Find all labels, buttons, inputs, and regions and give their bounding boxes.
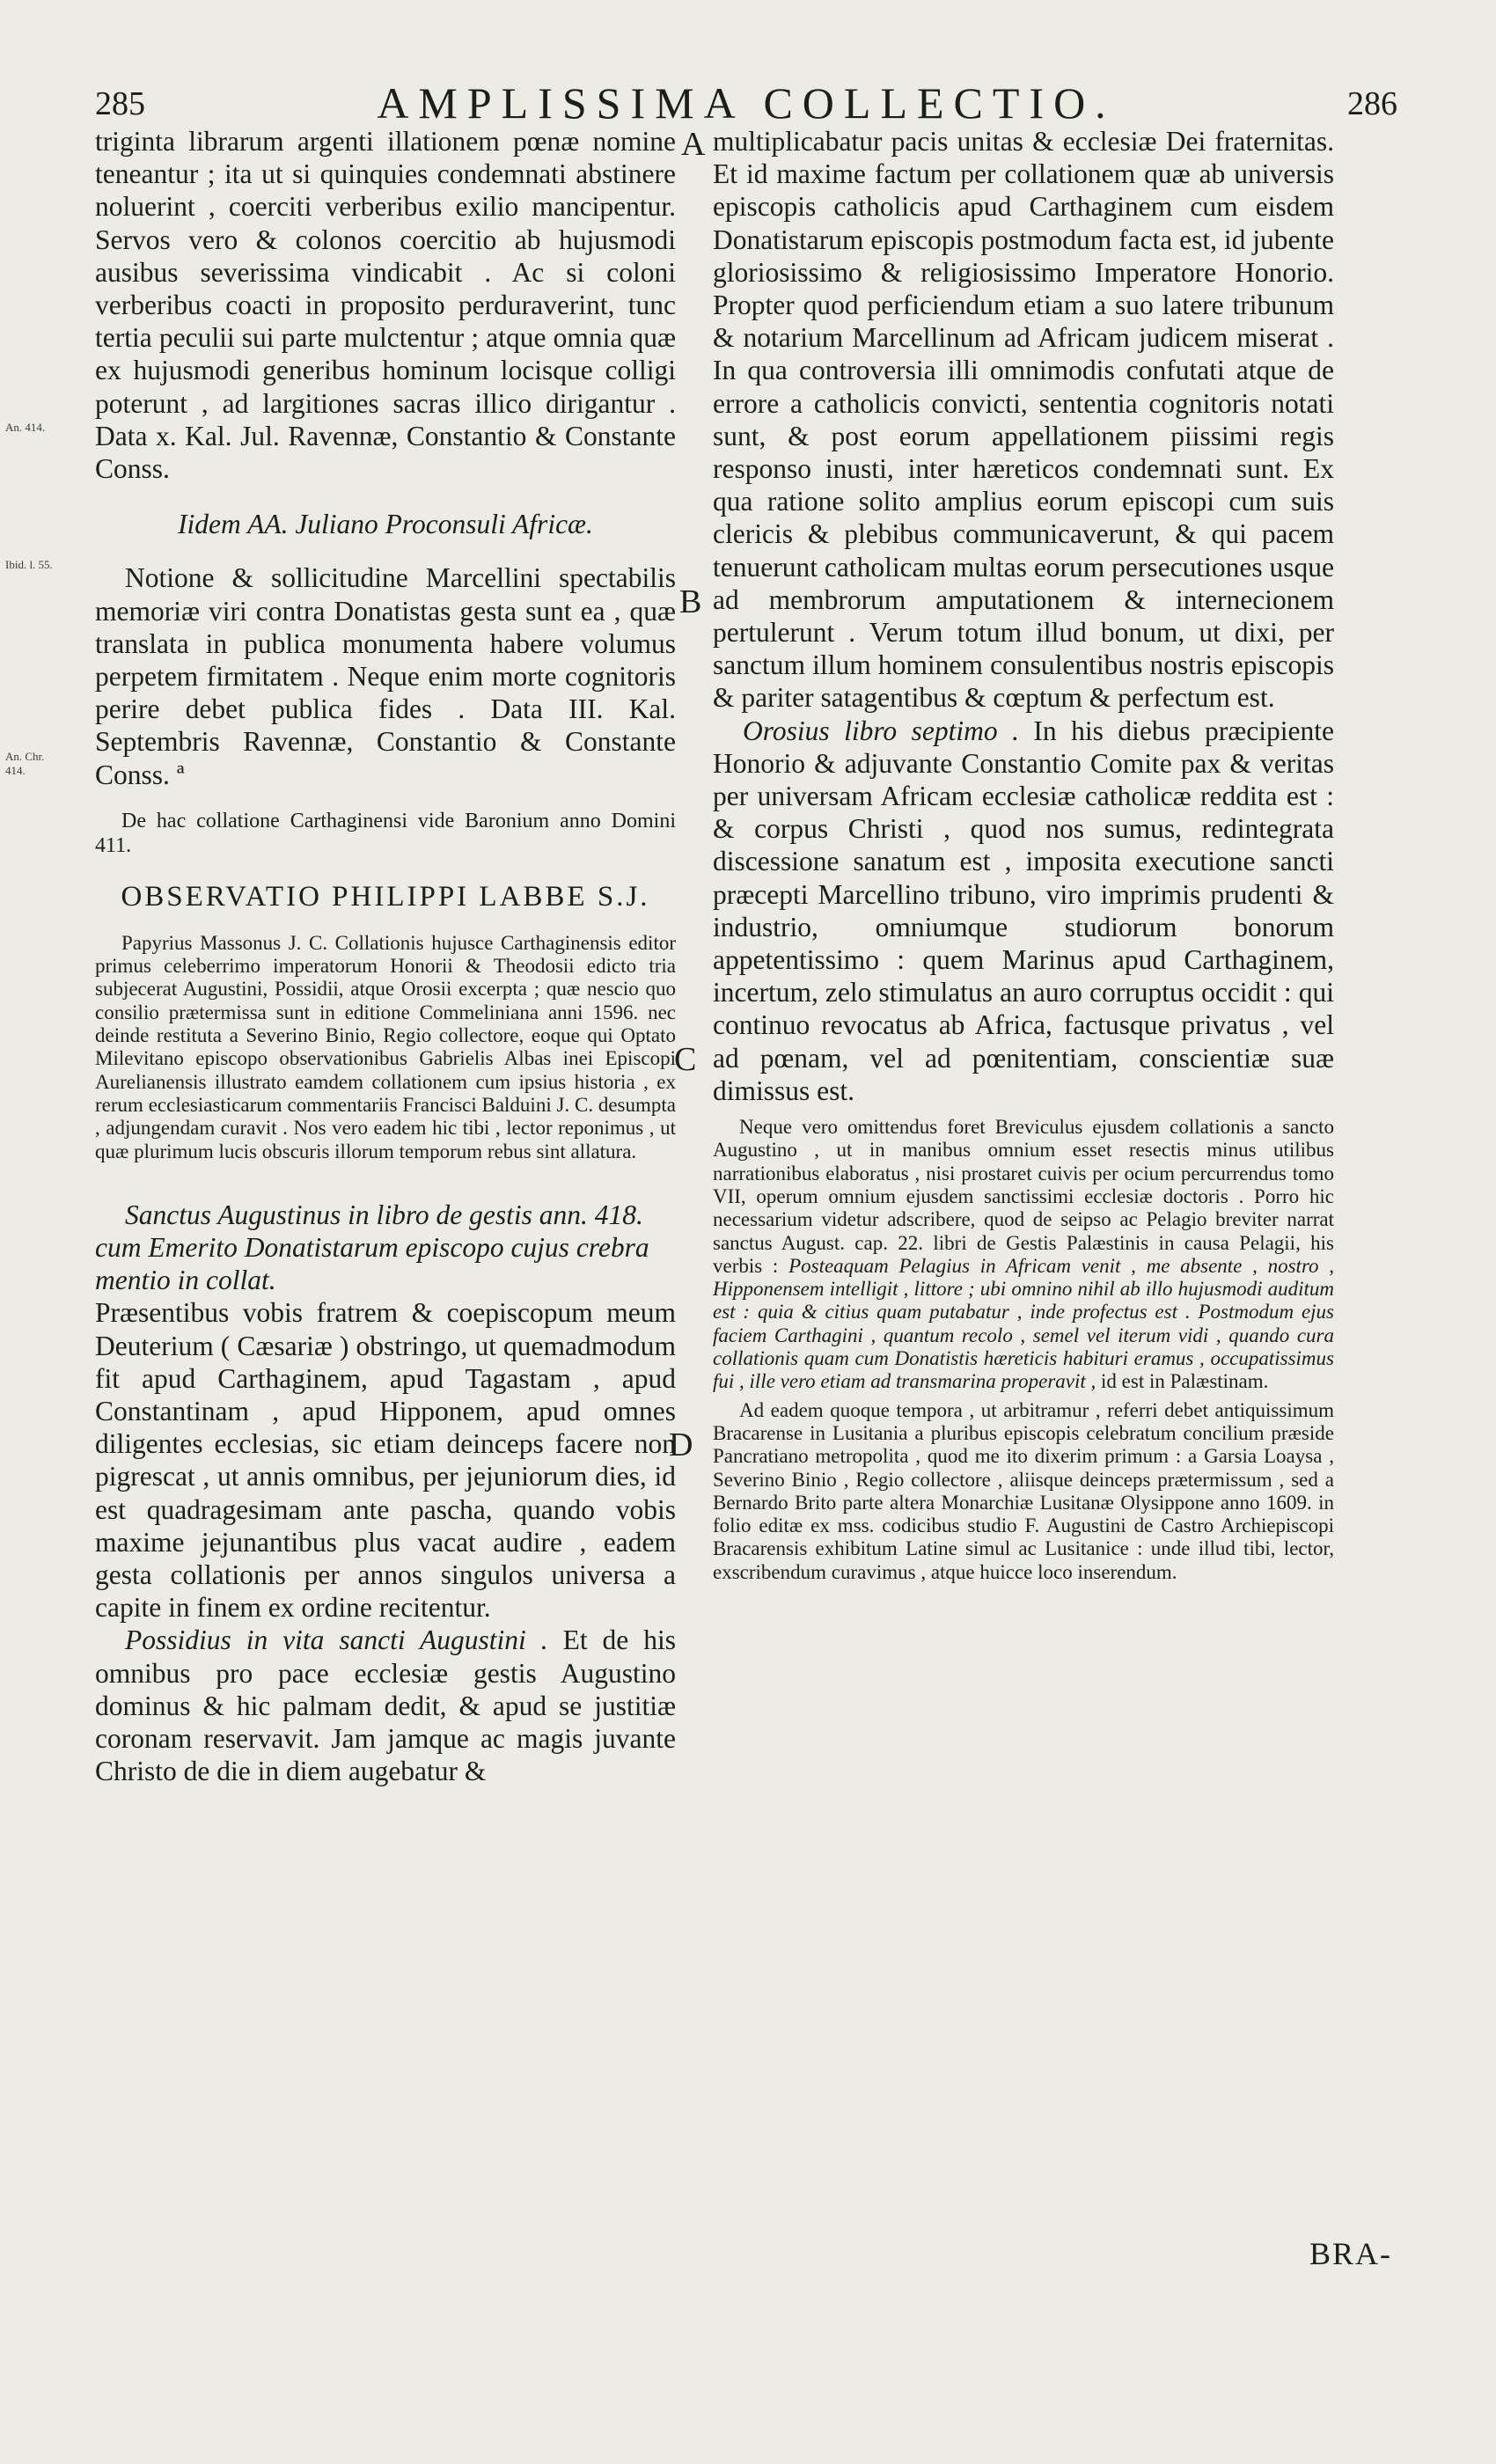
page-title: AMPLISSIMA COLLECTIO.	[377, 78, 1116, 128]
section-letter-a: A	[681, 126, 706, 163]
breviculus-text: Neque vero omittendus foret Breviculus ejusdem collationis a sancto Augustino , ut in manibus omnium esset resectis minus utilibus narrationibus elaboratus , nisi prostaret cuivis per ocium percurrendus tomo VII, operum omnium ejusdem sanctissimi ecclesiæ doctoris . Porro hic necessarium videtur adscribere, quod de seipso ac Pelagio breviter narrat sanctus August. cap. 22. libri de Gestis Palæstinis in causa Pelagii, his verbis :	[713, 1116, 1334, 1277]
augustinus-text: Præsentibus vobis fratrem & coepiscopum meum Deuterium ( Cæsariæ ) obstringo, ut quemadmodum fit apud Carthaginem, apud Tagastam , apud Constantinam , apud Hipponem, apud omnes diligentes ecclesias, sic etiam deinceps facere non pigrescat , ut annis omnibus, per jejuniorum dies, id est quadragesimam ante pascha, quando vobis maxime jejunantibus plus vacat audire , eadem gesta collationis per annos singulos universa a capite in finem ex ordine recitentur.	[95, 1297, 676, 1624]
possidius-heading: Possidius in vita sancti Augustini .	[125, 1624, 548, 1656]
left-column	[95, 125, 676, 1787]
orosius-heading: Orosius libro septimo .	[743, 715, 1019, 746]
augustinus-heading-line1: Sanctus Augustinus in libro de gestis ann. 418.	[125, 1199, 643, 1230]
left-page-number: 285	[95, 85, 145, 122]
section-letter-b: B	[679, 583, 702, 620]
left-paragraph-2: Notione & sollicitudine Marcellini spectabilis memoriæ viri contra Donatistas gesta sunt ea , quæ translata in publica monumenta habere volumus perpetem firmitatem . Neque enim morte cognitoris perire debet publica fides . Data III. Kal. Septembris Ravennæ, Constantio & Constante Conss. ª	[95, 562, 676, 790]
possidius-text: Et de his omnibus pro pace ecclesiæ gestis Augustino dominus & hic palmam dedit, & apud se justitiæ coronam reservavit. Jam jamque ac magis juvante Christo de die in diem augebatur &	[95, 1624, 677, 1787]
augustine-quote: Posteaquam Pelagius in Africam venit , me absente , nostro , Hipponensem intelligit , littore ; ubi omnino nihil ab illo hujusmodi auditum est : quia & citius quam putabatur , inde profectus est . Postmodum ejus faciem Carthagini , quantum recolo , semel vel iterum vidi , quando cura collationis quam cum Donatistis hæreticis habituri eramus , occupatissimus fui , ille vero etiam ad transmarina properavit ,	[713, 1254, 1335, 1393]
possidius-paragraph	[95, 1624, 676, 1787]
augustinus-heading-line2: cum Emerito Donatistarum episcopo cujus crebra mentio in collat.	[95, 1232, 649, 1296]
orosius-text: In his diebus præcipiente Honorio & adjuvante Constantio Comite pax & veritas per universam Africam ecclesiæ catholicæ reddita est : & corpus Christi , quod nos sumus, redintegrata discessione sanatum est , imposita executione sancti præcepti Marcellino tribuno, viro imprimis prudenti & industrio, omniumque studiorum bonorum appetentissimo : quem Marinus apud Carthaginem, incertum, zelo stimulatus an auro corruptus occidit : qui continuo revocatus ab Africa, factusque privatus , vel ad pœnam, vel ad pœnitentiam, conscientiæ suæ dimissus est.	[713, 715, 1334, 1106]
section-letter-d: D	[669, 1426, 693, 1463]
breviculus-end: id est in Palæstinam.	[1101, 1370, 1269, 1393]
left-paragraph-1: triginta librarum argenti illationem pœnæ nomine teneantur ; ita ut si quinquies condemnati abstinere noluerint , coerciti verberibus exilio mancipentur. Servos vero & colonos coercitio ab hujusmodi ausibus severissima vindicabit . Ac si coloni verberibus coacti in proposito perduraverint, tunc tertia peculii sui parte mulctentur ; atque omnia quæ ex hujusmodi generibus hominum locisque colligi poterunt , ad largitiones sacras illico dirigantur . Data x. Kal. Jul. Ravennæ, Constantio & Constante Conss.	[95, 126, 676, 485]
section-letter-c: C	[674, 1041, 697, 1078]
catchword: BRA-	[1309, 2236, 1392, 2271]
running-header	[95, 77, 1397, 130]
observatio-heading: OBSERVATIO PHILIPPI LABBE S.J.	[121, 880, 650, 913]
right-paragraph-1: multiplicabatur pacis unitas & ecclesiæ Dei fraternitas. Et id maxime factum per collationem quæ ab universis episcopis catholicis apud Carthaginem cum eisdem Donatistarum episcopis postmodum facta est, id jubente gloriosissimo & religiosissimo Imperatore Honorio. Propter quod perficiendum etiam a suo latere tribunum & notarium Marcellinum ad Africam judicem miserat . In qua controversia illi omnimodis confutati atque de errore a catholicis convicti, sententia cognitoris notati sunt, & post eorum appellationem piissimi regis responso inusti, inter hæreticos condemnati sunt. Ex qua ratione solito amplius eorum episcopi cum suis clericis & plebibus communicaverunt, & qui pacem tenuerunt catholicam multas eorum persecutiones usque ad membrorum amputationem & internecionem pertulerunt . Verum totum illud bonum, ut dixi, per sanctum illum hominem consulentibus nostris episcopis & pariter satagentibus & cœptum & perfectum est.	[713, 126, 1334, 714]
left-heading-1: Iidem AA. Juliano Proconsuli Africæ.	[178, 509, 593, 540]
bracarense-note: Ad eadem quoque tempora , ut arbitramur , referri debet antiquissimum Bracarense in Lusitania a pluribus episcopis celebratum concilium præside Pancratiano metropolita , quod me ito dixerim primum : a Garsia Loaysa , Severino Binio , Regio collectore , aliisque deinceps prætermissum , sed a Bernardo Brito parte altera Monarchiæ Lusitanæ Olysippone anno 1609. in folio editæ ex mss. codicibus studio F. Augustini de Castro Archiepiscopi Bracarensis exhibitum Latine simul ac Lusitanice : unde illud tibi, lector, exscribendum curavimus , atque huicce loco inserendum.	[713, 1398, 1334, 1583]
breviculus-note	[713, 1116, 1334, 1394]
right-column	[713, 125, 1334, 1584]
orosius-paragraph	[713, 715, 1334, 1107]
margin-note-year: An. 414.	[5, 421, 46, 434]
observatio-text: Papyrius Massonus J. C. Collationis hujusce Carthaginensis editor primus celeberrimo imperatorum Honorii & Theodosii edicto tria subjecerat Augustini, Possidii, atque Orosii excerpta ; quæ nescio quo consilio prætermissa sunt in editione Commeliniana anni 1596. nec deinde restituta a Severino Binio, Regio collectore, eoque qui Optato Milevitano episcopo observationibus Gabrielis Albas inei Episcopi Aurelianensis illustrato eamdem collationem cum ipsius historia , ex rerum ecclesiasticarum commentariis Francisci Balduini J. C. desumpta , adjungendam curavit . Nos vero eadem hic tibi , lector reponimus , ut quæ plurimum lucis obscuris illorum temporum rebus sint allatura.	[95, 931, 676, 1162]
margin-note-ibid: Ibid. l. 55.	[5, 558, 53, 571]
margin-note-year-christ: An. Chr. 414.	[5, 750, 45, 777]
baronius-note: De hac collatione Carthaginensi vide Baronium anno Domini 411.	[95, 809, 676, 857]
right-page-number: 286	[1347, 85, 1397, 122]
